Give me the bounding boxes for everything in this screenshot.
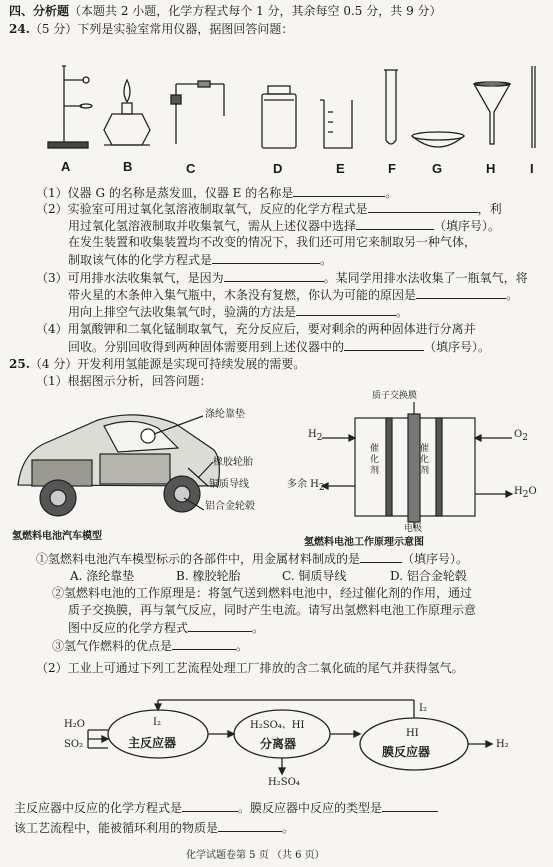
q24-sub3-line1: （3）可用排水法收集氧气，是因为 。某同学用排水法收集了一瓶氧气，将 <box>36 271 528 285</box>
q24-heading <box>9 22 293 38</box>
section-note: （本题共 2 小题，化学方程式每个 1 分，其余每空 0.5 分，共 9 分） <box>69 4 442 18</box>
q25-intro: 开发利用氢能源是实现可持续发展的需要。 <box>77 357 306 371</box>
answer-blank-q24-3a[interactable] <box>224 270 324 282</box>
option-a: A. 涤纶靠垫 <box>70 569 135 583</box>
apparatus-label-d: D <box>273 161 283 176</box>
q24-sub4-line1: （4）用氯酸钾和二氧化锰制取氧气，充分反应后，要对剩余的两种固体进行分离并 <box>36 322 476 336</box>
evaporating-dish-drawing <box>412 132 464 147</box>
q25-q1b-line1: ②氢燃料电池的工作原理是：将氢气送到燃料电池中，经过催化剂的作用，通过 <box>52 586 473 600</box>
apparatus-label-b: B <box>123 159 133 174</box>
answer-blank-q24-2b[interactable] <box>356 218 434 230</box>
answer-blank-q24-3c[interactable] <box>296 304 396 316</box>
alcohol-lamp-drawing <box>104 80 150 145</box>
q24-sub2-line2: 用过氧化氢溶液制取并收集氧气，需从上述仪器中选择 （填序号）。 <box>68 219 501 233</box>
car-part-aluminum-wheel: 铝合金轮毂 <box>205 501 255 512</box>
delivery-tube-drawing <box>171 81 224 144</box>
car-part-polyester-cushion: 涤纶靠垫 <box>205 409 245 420</box>
answer-blank-q25-2c[interactable] <box>218 820 282 832</box>
q25-q1a: ①氢燃料电池汽车模型标示的各部件中，用金属材料制成的是 （填序号）。 <box>36 552 469 566</box>
flow-label-i2-top: I₂ <box>153 717 161 728</box>
section-header <box>9 4 442 20</box>
q25-part2-heading: （2）工业上可通过下列工艺流程处理工厂排放的含二氧化硫的尾气并获得氢气。 <box>36 661 464 675</box>
answer-blank-q24-3b[interactable] <box>416 287 506 299</box>
iron-stand-drawing <box>48 66 92 148</box>
test-tube-drawing <box>384 70 398 144</box>
q24-intro: 下列是实验室常用仪器，据图回答问题： <box>77 22 294 36</box>
q25-q2a: 主反应器中反应的化学方程式是 。膜反应器中反应的类型是 <box>14 800 438 817</box>
q24-sub4-line2: 回收。分别回收得到两种固体需要用到上述仪器中的 （填序号）。 <box>68 340 491 354</box>
option-c: C. 铜质导线 <box>282 569 347 583</box>
q25-q1b-line2: 质子交换膜，再与氧气反应，同时产生电流。请写出氢燃料电池工作原理示意 <box>68 603 477 617</box>
cell-label-h2o-out: $H_2O$ <box>514 486 537 500</box>
section-title: 四、分析题 <box>9 4 70 18</box>
q25-score: （4 分） <box>29 357 78 371</box>
answer-blank-q24-2d[interactable] <box>212 252 320 264</box>
q25-q2b: 该工艺流程中，能被循环利用的物质是 。 <box>14 821 295 835</box>
cell-label-membrane: 质子交换膜 <box>372 391 418 401</box>
answer-blank-q24-2a[interactable] <box>368 201 478 213</box>
cell-diagram-caption: 氢燃料电池工作原理示意图 <box>304 537 424 548</box>
flow-separator-input: H₂SO₄、HI <box>250 720 305 731</box>
q24-sub3-line2: 带火星的木条伸入集气瓶中，木条没有复燃，你认为可能的原因是 。 <box>68 288 519 302</box>
q24-number: 24. <box>9 22 30 36</box>
flow-output-h2: H₂ <box>496 739 509 750</box>
cell-label-catalyst-right: 催化剂 <box>420 444 430 476</box>
apparatus-label-h: H <box>486 161 496 176</box>
q24-sub2-line4: 制取该气体的化学方程式是 。 <box>68 253 333 267</box>
car-figure-caption: 氢燃料电池汽车模型 <box>12 531 102 542</box>
q24-sub1: （1）仪器 G 的名称是蒸发皿，仪器 E 的名称是 。 <box>36 186 398 200</box>
cell-label-catalyst-left: 催化剂 <box>370 444 380 476</box>
q25-heading <box>9 357 305 373</box>
car-part-rubber-tire: 橡胶轮胎 <box>213 457 253 468</box>
cell-label-h2-in: $H_2$ <box>308 429 323 443</box>
answer-blank-q25-1b[interactable] <box>188 620 252 632</box>
q25-part1-heading: （1）根据图示分析，回答问题： <box>36 374 212 388</box>
apparatus-label-g: G <box>432 161 443 176</box>
q24-sub2-line1: （2）实验室可用过氧化氢溶液制取氧气，反应的化学方程式是 ，利 <box>36 202 502 216</box>
q24-sub2-line3: 在发生装置和收集装置均不改变的情况下，我们还可用它来制取另一种气体， <box>68 235 477 249</box>
answer-blank-q25-2a[interactable] <box>182 800 238 812</box>
cell-label-excess-h2: 多余 $H_2$ <box>287 479 325 493</box>
apparatus-label-e: E <box>336 161 345 176</box>
apparatus-label-f: F <box>388 161 396 176</box>
q25-number: 25. <box>9 357 30 371</box>
option-d: D. 铝合金轮毂 <box>390 569 467 583</box>
answer-blank-q25-1a[interactable] <box>360 551 402 563</box>
flow-output-h2so4: H₂SO₄ <box>268 777 300 788</box>
flow-label-hi: HI <box>406 728 419 739</box>
gas-jar-drawing <box>262 86 296 148</box>
flow-input-h2o: H₂O <box>64 719 85 730</box>
q25-q1b-line3: 图中反应的化学方程式 。 <box>68 621 265 635</box>
page-footer: 化学试题卷第 5 页 （共 6 页） <box>186 850 325 861</box>
answer-blank-q25-2b[interactable] <box>382 800 438 812</box>
cell-label-o2-in: $O_2$ <box>514 429 528 443</box>
apparatus-label-a: A <box>61 159 71 174</box>
answer-blank-q24-1[interactable] <box>293 185 385 197</box>
q25-q1c: ③氢气作燃料的优点是 。 <box>52 639 249 653</box>
apparatus-label-i: I <box>530 161 534 176</box>
answer-blank-q25-1c[interactable] <box>172 638 236 650</box>
car-part-copper-wire: 铜质导线 <box>209 479 249 490</box>
flow-label-i2-return: I₂ <box>419 703 427 714</box>
beaker-drawing <box>320 100 352 148</box>
glass-rod-drawing <box>532 66 535 148</box>
flow-separator: 分离器 <box>260 737 297 751</box>
apparatus-label-c: C <box>186 161 196 176</box>
cell-label-electrode: 电极 <box>404 524 423 534</box>
q24-sub3-line3: 用向上排空气法收集氧气时，验满的方法是 。 <box>68 305 409 319</box>
option-b: B. 橡胶轮胎 <box>176 569 241 583</box>
answer-blank-q24-4[interactable] <box>344 339 424 351</box>
flow-input-so2: SO₂ <box>64 739 84 750</box>
flow-main-reactor: 主反应器 <box>128 736 177 750</box>
q24-score: （5 分） <box>29 22 78 36</box>
funnel-drawing <box>474 82 510 144</box>
flow-membrane-reactor: 膜反应器 <box>382 745 431 759</box>
